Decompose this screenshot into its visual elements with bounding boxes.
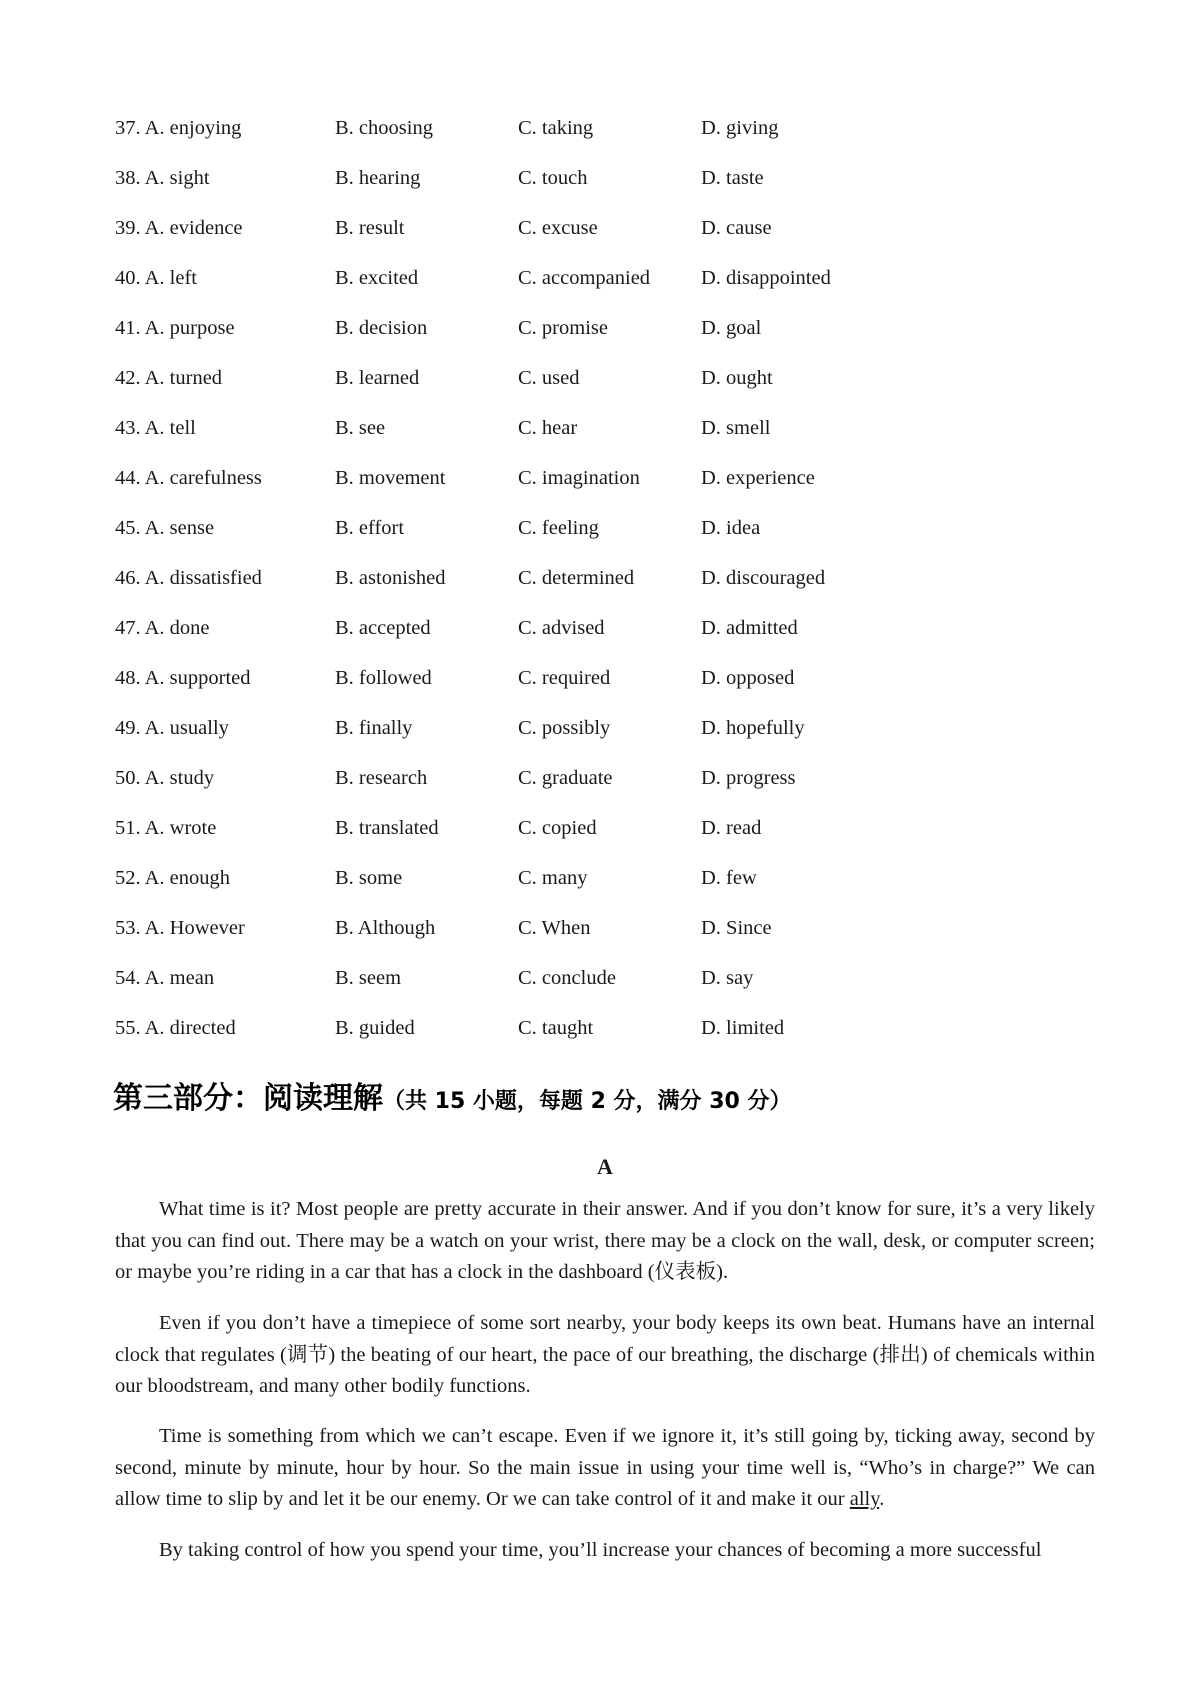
option-row-47 xyxy=(115,614,1095,664)
section-heading xyxy=(113,1079,792,1122)
option-b: B. see xyxy=(335,417,386,439)
option-d: D. opposed xyxy=(701,667,795,689)
option-d: D. discouraged xyxy=(701,567,826,589)
passage-letter: A xyxy=(597,1154,613,1179)
option-d: D. say xyxy=(701,967,754,989)
option-d: D. goal xyxy=(701,317,762,339)
option-a: 37. A. enjoying xyxy=(115,117,242,139)
option-b: B. guided xyxy=(335,1017,415,1039)
option-row-46 xyxy=(115,564,1095,614)
option-a: 51. A. wrote xyxy=(115,817,217,839)
option-a: 43. A. tell xyxy=(115,417,196,439)
passage-paragraph-1: What time is it? Most people are pretty accurate in their answer. And if you don’t know for sure, it’s a very likely that you can find out. There may be a watch on your wrist, there may be a clock on the wall, desk, or computer screen; or maybe you’re riding in a car that has a clock in the dashboard (仪表板). xyxy=(115,1198,1095,1283)
passage-paragraph-4: By taking control of how you spend your time, you’ll increase your chances of becoming a more successful xyxy=(159,1539,1042,1561)
option-d: D. smell xyxy=(701,417,771,439)
option-b: B. followed xyxy=(335,667,432,689)
option-b: B. astonished xyxy=(335,567,446,589)
option-row-45 xyxy=(115,514,1095,564)
option-row-51 xyxy=(115,814,1095,864)
option-d: D. few xyxy=(701,867,757,889)
option-b: B. seem xyxy=(335,967,402,989)
option-b: B. learned xyxy=(335,367,420,389)
option-b: B. excited xyxy=(335,267,419,289)
option-b: B. movement xyxy=(335,467,446,489)
option-d: D. ought xyxy=(701,367,773,389)
option-row-54 xyxy=(115,964,1095,1014)
option-row-52 xyxy=(115,864,1095,914)
option-b: B. hearing xyxy=(335,167,421,189)
option-c: C. hear xyxy=(518,417,578,439)
option-a: 52. A. enough xyxy=(115,867,231,889)
option-a: 41. A. purpose xyxy=(115,317,235,339)
option-d: D. idea xyxy=(701,517,761,539)
option-row-53 xyxy=(115,914,1095,964)
option-a: 50. A. study xyxy=(115,767,215,789)
option-row-39 xyxy=(115,214,1095,264)
option-d: D. hopefully xyxy=(701,717,805,739)
option-d: D. experience xyxy=(701,467,815,489)
option-d: D. giving xyxy=(701,117,779,139)
section-title: 第三部分：阅读理解 xyxy=(113,1081,383,1116)
option-a: 39. A. evidence xyxy=(115,217,243,239)
option-c: C. conclude xyxy=(518,967,616,989)
option-row-37 xyxy=(115,114,1095,164)
option-d: D. disappointed xyxy=(701,267,831,289)
option-a: 40. A. left xyxy=(115,267,197,289)
option-c: C. When xyxy=(518,917,591,939)
option-list xyxy=(115,114,1095,1064)
option-c: C. graduate xyxy=(518,767,613,789)
option-row-55 xyxy=(115,1014,1095,1064)
option-d: D. taste xyxy=(701,167,764,189)
option-d: D. progress xyxy=(701,767,796,789)
option-a: 48. A. supported xyxy=(115,667,251,689)
paragraph-3-text: Time is something from which we can’t escape. Even if we ignore it, it’s still going by, ticking away, second by second, minute by minute, hour by hour. So the main issue in using your time well is, “Who’s in charge?” We can allow time to slip by and let it be our enemy. Or we can take control of it and make it our xyxy=(115,1425,1095,1510)
option-a: 45. A. sense xyxy=(115,517,215,539)
option-row-42 xyxy=(115,364,1095,414)
option-d: D. admitted xyxy=(701,617,798,639)
underlined-word: ally xyxy=(849,1488,880,1510)
option-a: 54. A. mean xyxy=(115,967,215,989)
option-c: C. determined xyxy=(518,567,635,589)
section-subtitle: （共 15 小题，每题 2 分，满分 30 分） xyxy=(383,1089,792,1114)
paragraph-3-end: . xyxy=(879,1488,885,1510)
option-b: B. translated xyxy=(335,817,439,839)
option-b: B. choosing xyxy=(335,117,433,139)
passage-paragraph-2: Even if you don’t have a timepiece of some sort nearby, your body keeps its own beat. Humans have an internal clock that regulates (调节) the beating of our heart, the pace of our breathing, the discharge (排出) of chemicals within our bloodstream, and many other bodily functions. xyxy=(115,1312,1095,1397)
option-c: C. taking xyxy=(518,117,594,139)
option-a: 53. A. However xyxy=(115,917,245,939)
option-b: B. some xyxy=(335,867,403,889)
option-d: D. cause xyxy=(701,217,772,239)
option-d: D. Since xyxy=(701,917,772,939)
option-b: B. Although xyxy=(335,917,436,939)
option-a: 47. A. done xyxy=(115,617,210,639)
option-b: B. result xyxy=(335,217,405,239)
option-a: 46. A. dissatisfied xyxy=(115,567,262,589)
option-c: C. promise xyxy=(518,317,608,339)
passage-paragraph-3 xyxy=(115,1421,1095,1516)
option-a: 55. A. directed xyxy=(115,1017,236,1039)
option-row-49 xyxy=(115,714,1095,764)
option-c: C. taught xyxy=(518,1017,594,1039)
option-c: C. accompanied xyxy=(518,267,651,289)
option-b: B. research xyxy=(335,767,428,789)
option-d: D. limited xyxy=(701,1017,785,1039)
option-c: C. possibly xyxy=(518,717,611,739)
option-c: C. excuse xyxy=(518,217,598,239)
option-a: 38. A. sight xyxy=(115,167,210,189)
option-row-41 xyxy=(115,314,1095,364)
option-row-44 xyxy=(115,464,1095,514)
option-d: D. read xyxy=(701,817,762,839)
option-c: C. feeling xyxy=(518,517,599,539)
option-a: 44. A. carefulness xyxy=(115,467,262,489)
option-c: C. many xyxy=(518,867,588,889)
option-row-50 xyxy=(115,764,1095,814)
option-c: C. copied xyxy=(518,817,597,839)
option-b: B. decision xyxy=(335,317,428,339)
option-row-43 xyxy=(115,414,1095,464)
option-c: C. imagination xyxy=(518,467,640,489)
option-c: C. used xyxy=(518,367,580,389)
option-b: B. finally xyxy=(335,717,413,739)
option-b: B. effort xyxy=(335,517,405,539)
option-a: 42. A. turned xyxy=(115,367,223,389)
option-row-48 xyxy=(115,664,1095,714)
option-c: C. advised xyxy=(518,617,605,639)
option-row-38 xyxy=(115,164,1095,214)
option-c: C. touch xyxy=(518,167,588,189)
option-a: 49. A. usually xyxy=(115,717,229,739)
option-row-40 xyxy=(115,264,1095,314)
option-c: C. required xyxy=(518,667,611,689)
option-b: B. accepted xyxy=(335,617,431,639)
